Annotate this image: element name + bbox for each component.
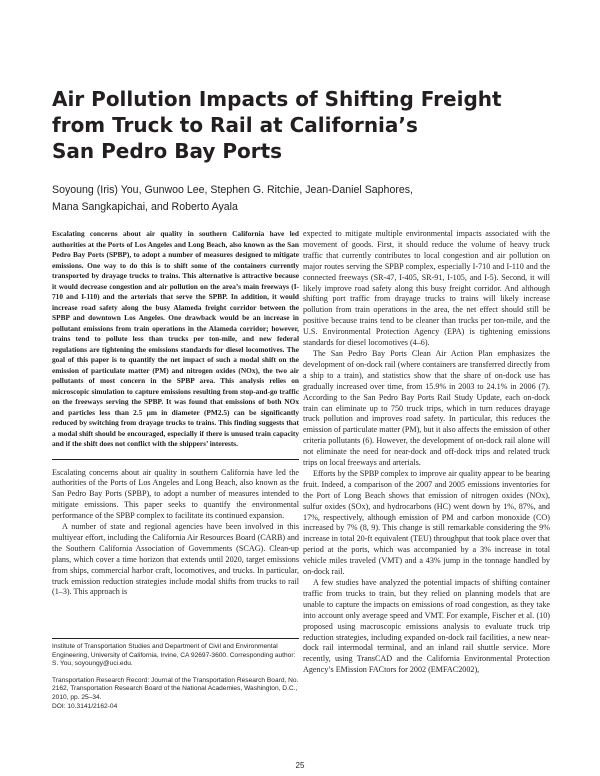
author-list [52, 182, 552, 216]
body-paragraph: Efforts by the SPBP complex to improve air quality appear to be bearing fruit. Indeed, a comparison of the 2007 and 2005 emissions inventories for the Port of Long Beach shows that emission of nitrogen oxides (NOx), sulfur oxides (SOx), and hydrocarbons (HC) went down by 1%, 87%, and 17%, respectively, although emission of PM and carbon monoxide (CO) increased by 7% (8, 9). This change is still remarkable considering the 9% increase in total 20-ft equivalent (TEU) throughput that took place over that period at the ports, which was accompanied by a 3% increase in total vehicle miles traveled (VMT) and a 43% jump in the tonnage handled by on-dock rail. [303, 468, 550, 577]
body-paragraph: The San Pedro Bay Ports Clean Air Action Plan emphasizes the development of on-dock rail (where containers are transferred directly from a ship to a train), and statistics show that the share of on-dock use has gradually increased over time, from 15.9% in 2003 to 24.1% in 2006 (7). According to the San Pedro Bay Ports Rail Study Update, each on-dock train can eliminate up to 750 truck trips, which in turn reduces drayage truck pollution and improves road safety. In particular, this reduces the emission of particulate matter (PM), but it also affects the emission of other criteria pollutants (6). However, the development of on-dock rail alone will not eliminate the need for near-dock and off-dock trips and related truck trips on local freeways and arterials. [303, 348, 550, 468]
page-number: 25 [295, 761, 305, 770]
title-line: from Truck to Rail at California’s [52, 113, 418, 137]
abstract: Escalating concerns about air quality in southern California have led authorities at the Ports of Los Angeles and Long Beach, also known as the San Pedro Bay Ports (SPBP), to adopt a number of measures designed to mitigate emissions. One way to do this is to shift some of the containers currently transported by drayage trucks to trains. This alternative is attractive because it would decrease congestion and air pollution on the area’s main freeways (I-710 and I-110) and the arterials that serve the SPBP. In addition, it would increase road safety along the busy Alameda freight corridor between the SPBP and downtown Los Angeles. One drawback would be an increase in pollutant emissions from train operations in the Alameda corridor; however, trains tend to pollute less than trucks per ton-mile, and new federal regulations are tightening the emissions standards for diesel locomotives. The goal of this paper is to quantify the net impact of such a modal shift on the emission of particulate matter (PM) and nitrogen oxides (NOx), the two air pollutants of most concern in the SPBP area. This analysis relies on microscopic simulation to capture emissions resulting from stop-and-go traffic on the freeways serving the SPBP. It was found that emissions of both NOx and particles less than 2.5 µm in diameter (PM2.5) can be significantly reduced by switching from drayage trucks to trains. This finding suggests that a modal shift should be encouraged, especially if there is unused train capacity and if the shift does not conflict with the shippers’ interests. [52, 229, 299, 448]
footnote-block [52, 638, 299, 711]
abstract-divider [52, 459, 299, 460]
journal-citation: Transportation Research Record: Journal of the Transportation Research Board, No. 2162, Transportation Research Board of the National Academies, Washington, D.C., 2010, pp. 25–34. [52, 676, 299, 701]
title-line: Air Pollution Impacts of Shifting Freight [52, 87, 502, 111]
affiliation-note: Institute of Transportation Studies and Department of Civil and Environmental Engineering, University of California, Irvine, CA 92697-3600. Corresponding author: S. You, soyoungy@uci.edu. [52, 643, 296, 668]
left-column [52, 229, 299, 598]
body-paragraph: expected to mitigate multiple environmental impacts associated with the movement of goods. First, it should reduce the volume of heavy truck traffic that currently contributes to local congestion and air pollution on major routes serving the SPBP complex, especially I-710 and I-110 and the connected freeways (SR-47, I-405, SR-91, I-105, and I-5). Second, it will likely improve road safety along this busy freight corridor. And although shifting port traffic from drayage trucks to trains will likely increase pollution from train operations in the area, the net effect should still be positive because trains tend to be cleaner than trucks per ton-mile, and the U.S. Environmental Protection Agency (EPA) is tightening emissions standards for diesel locomotives (4–6). [303, 229, 550, 348]
author-line: Soyoung (Iris) You, Gunwoo Lee, Stephen G. Ritchie, Jean-Daniel Saphores, [52, 184, 413, 196]
body-paragraph: A number of state and regional agencies have been involved in this multiyear effort, including the California Air Resources Board (CARB) and the Southern California Association of Governments (SCAG). Clean-up plans, which cover a time horizon that extends until 2020, target emissions from ships, commercial harbor craft, locomotives, and trucks. In particular, truck emission reduction strategies include modal shifts from trucks to rail (1–3). This approach is [52, 522, 299, 597]
body-paragraph: Escalating concerns about air quality in southern California have led the authorities of the Ports of Los Angeles and Long Beach, also known as the San Pedro Bay Ports (SPBP), to adopt a number of measures intended to mitigate emissions. This paper seeks to quantify the environmental performance of the SPBP complex to facilitate its continued expansion. [52, 467, 299, 521]
paper-title [52, 86, 532, 164]
author-line: Mana Sangkapichai, and Roberto Ayala [52, 201, 238, 213]
footnote-divider [52, 638, 299, 639]
doi: DOI: 10.3141/2162-04 [52, 702, 118, 710]
body-paragraph: A few studies have analyzed the potential impacts of shifting container traffic from trucks to train, but they relied on planning models that are unable to capture the impacts on emissions of road congestion, as they take into account only average speed and VMT. For example, Fischer et al. (10) proposed using macroscopic emissions analysis to evaluate truck trip reduction strategies, including expanded on-dock rail facilities, a new near-dock rail intermodal terminal, and an inland rail shuttle service. More recently, using TransCAD and the California Environmental Protection Agency’s EMission FACtors for 2002 (EMFAC2002), [303, 578, 550, 675]
right-column [303, 229, 550, 676]
title-line: San Pedro Bay Ports [52, 139, 283, 163]
